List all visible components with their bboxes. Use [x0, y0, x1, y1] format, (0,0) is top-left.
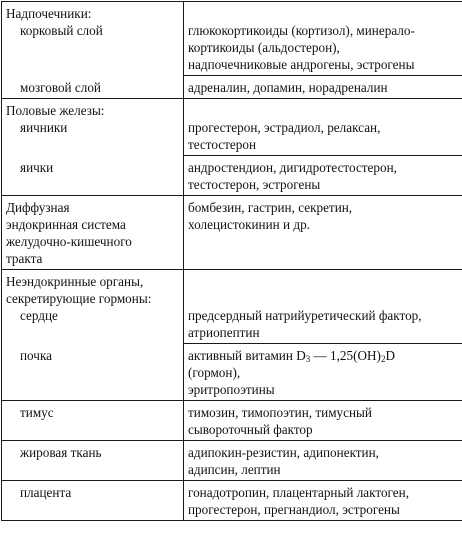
section-title: эндокринная система: [6, 217, 126, 232]
table-row: [2, 481, 462, 521]
section-title: тракта: [6, 251, 43, 266]
organ-label: тимус: [20, 405, 54, 420]
hormones-text: бомбезин, гастрин, секретин,: [188, 200, 353, 215]
hormones-text: кортикоиды (альдостерон),: [188, 40, 340, 55]
organ-label: яички: [20, 159, 54, 175]
hormones-text: [188, 290, 458, 307]
organ-cell: [2, 156, 184, 196]
organ-cell: [2, 401, 184, 441]
organ-cell: [2, 99, 184, 156]
table-row: [2, 99, 462, 156]
hormones-text: андростендион, дигидротестостерон,: [188, 160, 397, 175]
section-title: секретирующие гормоны:: [6, 291, 152, 306]
table-row: [2, 401, 462, 441]
organ-label: жировая ткань: [20, 445, 102, 460]
hormones-text: тестостерон, эстрогены: [188, 177, 321, 192]
hormones-text: сывороточный фактор: [188, 422, 313, 437]
section-title: Половые железы:: [6, 103, 105, 118]
hormones-text: адреналин, допамин, норадреналин: [188, 80, 388, 95]
hormones-text: прогестерон, прегнандиол, эстрогены: [188, 502, 400, 517]
organ-cell: [2, 76, 184, 99]
hormones-cell: [184, 441, 462, 481]
organ-cell: [2, 196, 184, 270]
table-row: [2, 441, 462, 481]
hormones-table: [1, 1, 462, 521]
organ-cell: [2, 344, 184, 401]
organ-cell: [2, 270, 184, 344]
section-title: Диффузная: [6, 200, 70, 215]
table-row: [2, 270, 462, 344]
organ-label: мозговой слой: [20, 79, 101, 95]
table-row: [2, 156, 462, 196]
hormones-text: атриопептин: [188, 325, 260, 340]
organ-cell: [2, 481, 184, 521]
organ-label: сердце: [20, 308, 58, 323]
hormones-text: холецистокинин и др.: [188, 217, 310, 232]
hormones-text: (гормон),: [188, 365, 241, 380]
hormones-text: [188, 273, 458, 290]
vitamin-d-formula: активный витамин $D_3$ — $1,25(OH)_2D$: [188, 348, 395, 364]
hormones-cell: [184, 344, 462, 401]
hormones-cell: [184, 481, 462, 521]
hormones-text: [188, 102, 458, 119]
organ-label: плацента: [20, 485, 72, 500]
hormones-cell: [184, 270, 462, 344]
hormones-cell: [184, 2, 462, 76]
organ-label: почка: [20, 347, 53, 363]
hormones-text: предсердный натрийуретический фактор,: [188, 308, 422, 323]
table-row: [2, 2, 462, 76]
table-row: [2, 196, 462, 270]
hormones-text: эритропоэтины: [188, 382, 275, 397]
hormones-text: адипсин, лептин: [188, 462, 281, 477]
table-row: [2, 76, 462, 99]
hormones-text: тимозин, тимопоэтин, тимусный: [188, 405, 372, 420]
organ-label: корковый слой: [20, 23, 103, 38]
section-title: желудочно-кишечного: [6, 234, 132, 249]
hormones-text: прогестерон, эстрадиол, релаксан,: [188, 120, 381, 135]
hormones-text: гонадотропин, плацентарный лактоген,: [188, 485, 409, 500]
organ-cell: [2, 2, 184, 76]
hormones-cell: [184, 156, 462, 196]
organ-cell: [2, 441, 184, 481]
hormones-text: адипокин-резистин, адипонектин,: [188, 445, 379, 460]
hormones-text: надпочечниковые андрогены, эстрогены: [188, 57, 415, 72]
hormones-cell: [184, 76, 462, 99]
hormones-text: глюкокортикоиды (кортизол), минерало-: [188, 23, 415, 38]
hormones-text: тестостерон: [188, 137, 257, 152]
organ-label: яичники: [20, 120, 68, 135]
table-row: [2, 344, 462, 401]
hormones-cell: [184, 401, 462, 441]
section-title: Надпочечники:: [6, 6, 92, 21]
hormones-cell: [184, 99, 462, 156]
section-title: Неэндокринные органы,: [6, 274, 144, 289]
hormones-cell: [184, 196, 462, 270]
